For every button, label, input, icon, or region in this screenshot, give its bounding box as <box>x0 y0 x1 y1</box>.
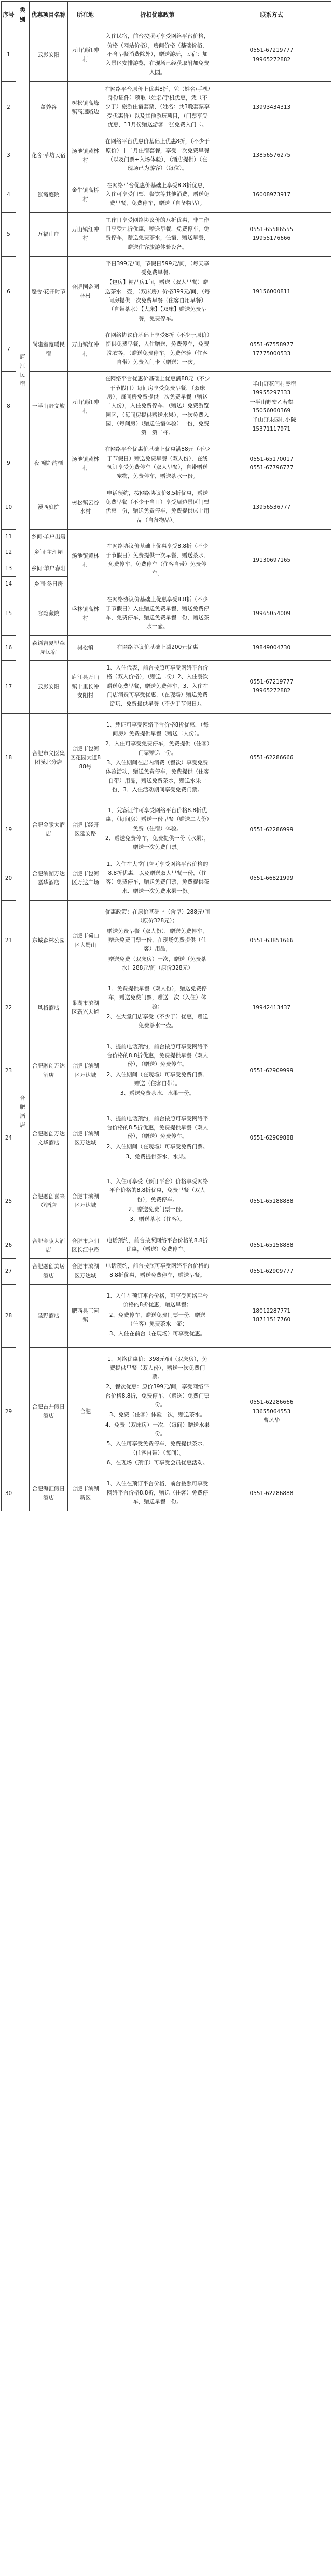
policy-line: 在网络协议价基础上优惠享受8.8折（不少于节假日）入住赠送免费早餐，赠送免费停车，免费停车，赠送免费早餐一份，赠送茶水一壶。 <box>105 596 210 630</box>
policy-line: 3、入住在前台（在现场）可享受优惠。 <box>109 1331 206 1337</box>
policy-line: 电话预约，前台按照网络平台价格的8.8折优惠，（赠送）免费停车。 <box>106 1237 209 1253</box>
phone-line: 0551-62286888 <box>250 1490 294 1497</box>
table-row <box>2 636 331 661</box>
item-location: 合肥市蜀山区大蜀山 <box>68 900 103 981</box>
item-location: 万山镇红冲村 <box>68 372 103 442</box>
item-location: 合肥市滨湖区万达城 <box>68 1170 103 1233</box>
item-policy <box>103 29 212 82</box>
item-location: 肥西县三河镇 <box>68 1284 103 1347</box>
item-phone <box>212 857 331 900</box>
item-location: 树松镇 <box>68 636 103 661</box>
item-policy <box>103 442 212 486</box>
item-location: 合肥 <box>68 1347 103 1476</box>
row-number: 5 <box>2 212 16 256</box>
phone-line: 13993434313 <box>252 104 291 111</box>
item-phone <box>212 1107 331 1170</box>
phone-line: 13655064553 <box>252 1408 291 1415</box>
policy-line: 2、入住可享受免费停车，免费提供（住客）门票赠送一份。 <box>105 741 210 756</box>
item-policy <box>103 1107 212 1170</box>
policy-line: 6、在现场（预订）可享受会员优惠活动。 <box>106 1459 209 1466</box>
phone-line: 19942413437 <box>252 1004 291 1011</box>
policy-line: 1、入住在大堂门店可享受网络平台价格的8.8折优惠，以及赠送双人早餐一份，（住客）免费停车，赠送免费门票，免费提供茶水、赠送一次免费水果一份。 <box>105 861 210 894</box>
table-row <box>2 803 331 857</box>
item-name: 合肥融创美居酒店 <box>30 1259 68 1285</box>
item-policy <box>103 981 212 1035</box>
item-location: 合肥市滨湖区万达城 <box>68 1259 103 1285</box>
phone-line: 0551-67219777 <box>250 47 294 54</box>
row-number: 4 <box>2 178 16 212</box>
item-policy <box>103 1170 212 1233</box>
phone-line: 13956536777 <box>252 504 291 510</box>
policy-line: 3、赠送茶水（住客）。 <box>130 1216 185 1223</box>
item-location: 合肥市包河区万达广场 <box>68 857 103 900</box>
item-phone <box>212 713 331 803</box>
table-row <box>2 256 331 328</box>
item-name: 夜画院·韵栖 <box>30 442 68 486</box>
item-phone <box>212 372 331 442</box>
item-name: 合肥滨湖万达嘉华酒店 <box>30 857 68 900</box>
item-location: 庐江县万山镇十里长冲安阳村 <box>68 661 103 714</box>
item-name: 森语吉夏里森屋民宿 <box>30 636 68 661</box>
item-name: 董养谷 <box>30 81 68 134</box>
phone-line: 0551-63851666 <box>250 937 294 944</box>
policy-line: 3、赠送免费茶水、水果一份。 <box>120 1090 195 1097</box>
table-row <box>2 1233 331 1259</box>
table-row <box>2 372 331 442</box>
item-policy <box>103 636 212 661</box>
item-name: 合肥金陵大酒店 <box>30 803 68 857</box>
item-policy <box>103 328 212 372</box>
item-location: 万山镇红冲村 <box>68 328 103 372</box>
phone-line: 16008973917 <box>252 191 291 198</box>
phone-line: 15056060369 <box>252 407 291 414</box>
phone-line: 0551-67558977 <box>250 341 294 348</box>
policy-line: 在网络平台优惠价基础上优惠8折，（不少于原价）十二月住宿套餐，享受一次免费早餐（以及门票+入场体验），（酒店提供）（在现场已为游客）（每位）。 <box>105 138 210 172</box>
item-phone <box>212 486 331 529</box>
policy-line: 在网络协议价基础上优惠享受8.8折（不少于节假日）免费提供一次早餐，赠送茶水、免费停车，免费停车（住客自带）免费停车。 <box>105 543 210 577</box>
row-number: 9 <box>2 442 16 486</box>
policy-line: 3、入住期间在店内消费（餐饮）享受免费体验活动，赠送免费停车，免费提供（住客自带）用品，赠送免费茶水，赠送水果一份，3、入住活动期间享受免费门票。 <box>105 759 210 793</box>
item-phone <box>212 1259 331 1285</box>
item-phone <box>212 1347 331 1476</box>
phone-line: 一半山野花间村民宿 <box>247 380 296 387</box>
policy-line: 赠送免费（双床房）一次，赠送（免费茶水）288元/间（原价328元） <box>108 956 206 971</box>
policy-line: 2、在大堂门店享受（不少于）优惠，赠送免费茶水一壶。 <box>106 1014 209 1029</box>
table-row <box>2 1347 331 1476</box>
phone-line: 13856576275 <box>252 152 291 159</box>
item-name: 容隐藏院 <box>30 592 68 636</box>
header-policy: 折扣优惠政策 <box>103 2 212 29</box>
item-name: 风格酒店 <box>30 981 68 1035</box>
policy-line: 在网络协议价基础上减200元优惠 <box>117 644 198 651</box>
item-location: 合肥市滨湖区万达城 <box>68 1035 103 1107</box>
policy-line: 在网络协议价基础上享受8折（不少于原价）提供免费早餐，入住赠送，免费停车，免费洗衣等，（赠送免费停车，免费体验（住客自带）免费入门卡（赠送）一次。 <box>105 332 210 365</box>
item-phone <box>212 803 331 857</box>
table-row <box>2 486 331 529</box>
discount-table <box>1 1 331 1511</box>
policy-line: 在网络平台优惠价基础上优惠满88元（不少于节假日）赠送免费早餐（双人份），在线预订享受免费停车（双人早餐），自带赠送宠物，免费停车，赠送茶水一份。 <box>105 446 210 480</box>
item-phone <box>212 81 331 134</box>
phone-line: 19965272882 <box>252 688 291 694</box>
phone-line: 17775000533 <box>252 350 291 357</box>
item-name: 尚建室宽暖民宿 <box>30 328 68 372</box>
item-phone <box>212 442 331 486</box>
header-location: 所在地 <box>68 2 103 29</box>
table-row <box>2 857 331 900</box>
row-number: 29 <box>2 1347 16 1476</box>
item-name: 乡间·羊户出碧 <box>30 529 68 545</box>
policy-line: 2、赠送免费停车，免费提供一份（水果），赠送一次免费门票。 <box>105 835 210 851</box>
policy-line: 2、入住期间（在现场）可享受免费门票。 <box>106 1143 209 1150</box>
item-policy <box>103 1259 212 1285</box>
phone-line: 19156000811 <box>252 288 291 295</box>
item-phone <box>212 900 331 981</box>
row-number: 20 <box>2 857 16 900</box>
table-row <box>2 1170 331 1233</box>
item-name: 云影安阳 <box>30 29 68 82</box>
phone-line: 曹风华 <box>263 1417 280 1424</box>
phone-line: 19849004730 <box>252 645 291 651</box>
item-location: 合肥市庐阳区长江中路 <box>68 1233 103 1259</box>
phone-line: 0551-65586555 <box>250 226 294 233</box>
row-number: 25 <box>2 1170 16 1233</box>
policy-line: 3、免费（住客）体验一次，赠送茶水。 <box>109 1412 206 1418</box>
table-row <box>2 1476 331 1511</box>
item-policy <box>103 1035 212 1107</box>
table-row <box>2 661 331 714</box>
header-category: 类别 <box>16 2 30 29</box>
row-number: 16 <box>2 636 16 661</box>
policy-line: 2、入住期间（在现场）可享受免费门票、赠送（住客自带）。 <box>106 1071 209 1087</box>
item-phone <box>212 529 331 592</box>
item-policy <box>103 1347 212 1476</box>
item-policy <box>103 857 212 900</box>
category-char: 肥 <box>20 1104 25 1111</box>
row-number: 11 <box>2 529 16 545</box>
item-name: 怒舍·花开时节 <box>30 256 68 328</box>
category-char: 酒 <box>20 1113 25 1119</box>
item-phone <box>212 592 331 636</box>
item-location: 盛林镇高林村 <box>68 592 103 636</box>
item-name: 合肥市义医集团溪北分店 <box>30 713 68 803</box>
item-location: 合肥市包河区花园大道888号 <box>68 713 103 803</box>
item-location: 合肥市滨湖新区 <box>68 1476 103 1511</box>
policy-line: 1、免费提供早餐（双人份），赠送免费停车，赠送免费门票，赠送一次（入住）体验； <box>108 986 207 1010</box>
table-row <box>2 1035 331 1107</box>
row-number: 15 <box>2 592 16 636</box>
phone-line: 一半山野安乙若壑 <box>250 399 294 405</box>
item-name: 乡间·主理屋 <box>30 545 68 561</box>
phone-line: 0551-62909999 <box>250 1068 294 1074</box>
row-number: 8 <box>2 372 16 442</box>
header-phone: 联系方式 <box>212 2 331 29</box>
phone-line: 0551-62909888 <box>250 1135 294 1142</box>
item-location: 万山镇红冲村 <box>68 212 103 256</box>
policy-line: 1、入住可享受（预订平台）价格享受网络平台价格的8.8折优惠，免费早餐（双人份），免费停车。 <box>106 1178 209 1203</box>
policy-line: 入住民宿，前台按照可享受网络平台价格，价格（网站价格），房间价格（基础价格，不含早餐消费除外），赠送游玩，民宿：加入景区安排游览，在现场已经获取附加免费入园。 <box>105 33 210 76</box>
item-name: 一半山野文旅 <box>30 372 68 442</box>
phone-line: 19130697165 <box>252 557 291 564</box>
table-row <box>2 29 331 82</box>
item-location: 汤池镇黄林村 <box>68 529 103 592</box>
item-location: 合肥市滨湖区万达城 <box>68 1107 103 1170</box>
row-number: 3 <box>2 134 16 178</box>
phone-line: 19965272882 <box>252 56 291 63</box>
item-policy <box>103 134 212 178</box>
item-phone <box>212 256 331 328</box>
row-number: 24 <box>2 1107 16 1170</box>
item-phone <box>212 981 331 1035</box>
item-phone <box>212 29 331 82</box>
item-location: 金牛镇高桥村 <box>68 178 103 212</box>
category-cell <box>16 713 30 1511</box>
table-row <box>2 1107 331 1170</box>
item-name: 星野酒店 <box>30 1284 68 1347</box>
item-location: 汤池镇黄林村 <box>68 442 103 486</box>
item-policy <box>103 713 212 803</box>
policy-line: 2、赠送免费门票一份。 <box>128 1206 187 1213</box>
row-number: 27 <box>2 1259 16 1285</box>
item-phone <box>212 212 331 256</box>
table-row <box>2 1284 331 1347</box>
policy-line: 电话预约，前台按照可享受网络平台价格的8.8折优惠，赠送免费停车，赠送早餐。 <box>105 1263 210 1278</box>
item-name: 合肥融创万达酒店 <box>30 1035 68 1107</box>
policy-line: 在网络平台优惠价基础上优惠满88元（不少于节假日）每间房享受免费早餐，（双床房），每间房免费提供一次免费早餐（赠送二人份），入住免费停车、（赠送）免费游览园区，（每间房提供赠送水果），一次免费入园，（每间房）（赠送住宿体验）一份，免费第一第二杯。 <box>105 376 210 436</box>
row-number: 21 <box>2 900 16 981</box>
policy-line: 4、免费（双床房）一次，（每间）赠送水果一份。 <box>105 1421 210 1438</box>
table-row <box>2 529 331 545</box>
policy-line: 【包房】精品房1间，赠送（双人早餐）赠送茶水一壶，（双床房）价格399元/间，（每间房提供一次免费早餐（住客自用早餐）（自带茶水）【大床】【双床】赠送免费早餐，免费停车。 <box>105 279 210 322</box>
item-location: 树松镇高峰镇高速路边 <box>68 81 103 134</box>
table-row <box>2 1259 331 1285</box>
header-no: 序号 <box>2 2 16 29</box>
category-char: 店 <box>20 1122 25 1129</box>
table-row <box>2 900 331 981</box>
policy-line: 1、入住在预订平台价格，可享受网络平台价格的8折优惠，赠送早餐； <box>106 1292 209 1308</box>
phone-line: 0551-62286666 <box>250 755 294 761</box>
header-name: 优惠项目名称 <box>30 2 68 29</box>
item-policy <box>103 803 212 857</box>
table-row <box>2 134 331 178</box>
row-number: 17 <box>2 661 16 714</box>
item-location: 万山镇红冲村 <box>68 29 103 82</box>
row-number: 14 <box>2 576 16 592</box>
policy-line: 赠送免费早餐（双人份），赠送免费停车，赠送免费门票一份，在现场免费提供（住客）用品， <box>107 928 208 952</box>
phone-line: 一半山野果园村小院 <box>247 417 296 423</box>
phone-line: 0551-65170017 <box>250 456 294 462</box>
table-row <box>2 981 331 1035</box>
item-phone <box>212 134 331 178</box>
row-number: 23 <box>2 1035 16 1107</box>
item-name: 万福山庄 <box>30 212 68 256</box>
item-phone <box>212 1170 331 1233</box>
policy-line: 平日399元/间，节假日599元/间，（每天享受免费早餐。 <box>105 260 210 276</box>
policy-line: 1、网络优惠价：398元/间（双床房），免费提供早餐（双人份），赠送一次免费门票。 <box>107 1356 208 1380</box>
item-location: 汤池镇黄林村 <box>68 134 103 178</box>
phone-line: 0551-62286999 <box>250 826 294 833</box>
row-number: 1 <box>2 29 16 82</box>
policy-line: 1、凭客证件可享受网络平台价格8.8折优惠，（每间房）赠送一份早餐（赠送二人份）免费（住宿）体验。 <box>105 807 210 832</box>
item-policy <box>103 1233 212 1259</box>
item-phone <box>212 328 331 372</box>
phone-line: 0551-62286666 <box>250 1399 294 1406</box>
item-phone <box>212 636 331 661</box>
phone-line: 19965054009 <box>252 610 291 617</box>
item-policy <box>103 256 212 328</box>
row-number: 30 <box>2 1476 16 1511</box>
row-number: 6 <box>2 256 16 328</box>
item-phone <box>212 1035 331 1107</box>
phone-line: 0551-62909777 <box>250 1268 294 1274</box>
table-row <box>2 328 331 372</box>
policy-line: 1、提前电话预约，前台按照可享受网络平台价格的8.5折优惠，免费提供早餐（双人份），（赠送）免费停车。 <box>106 1115 209 1140</box>
table-row <box>2 178 331 212</box>
category-char: 民 <box>20 372 25 378</box>
item-phone <box>212 661 331 714</box>
item-location: 合肥市经开区延安路 <box>68 803 103 857</box>
item-name: 云影安阳 <box>30 661 68 714</box>
phone-line: 19955297333 <box>252 390 291 396</box>
item-location: 树松镇云谷水村 <box>68 486 103 529</box>
phone-line: 0551-67796777 <box>250 465 294 472</box>
table-row <box>2 442 331 486</box>
policy-line: 工作日享受网络协议价的八折优惠，非工作日享受九折优惠，赠送早餐，免费停车，免费停车，赠送免费茶水，住宿，赠送早餐，赠送住客旅游体验设备。 <box>105 217 210 250</box>
item-policy <box>103 661 212 714</box>
row-number: 22 <box>2 981 16 1035</box>
policy-line: 5、入住可享受免费停车，免费提供茶水、（住客自带）（每间）。 <box>106 1441 209 1456</box>
table-row <box>2 592 331 636</box>
phone-line: 0551-66821999 <box>250 875 294 881</box>
policy-line: 1、入住在预订平台价格，前台按照可享受网络平台价格8.8折，赠送（住客）免费停车，赠送早餐一份。 <box>106 1481 209 1505</box>
category-cell <box>16 29 30 713</box>
item-policy <box>103 592 212 636</box>
item-policy <box>103 486 212 529</box>
table-header-row <box>2 2 331 29</box>
item-name: 东城森林公园 <box>30 900 68 981</box>
policy-line: 在网络平台优惠价基础上享受8.8折优惠，入住可享受门票、餐饮等其他消费，赠送免费早餐，免费停车，赠送（自备物品）。 <box>105 182 210 207</box>
table-row <box>2 81 331 134</box>
row-number: 26 <box>2 1233 16 1259</box>
phone-line: 0551-65188888 <box>250 1198 294 1204</box>
table-body <box>2 29 331 1511</box>
row-number: 10 <box>2 486 16 529</box>
phone-line: 18711517760 <box>252 1317 291 1323</box>
item-policy <box>103 212 212 256</box>
table-row <box>2 713 331 803</box>
item-phone <box>212 1233 331 1259</box>
row-number: 2 <box>2 81 16 134</box>
category-char: 庐 <box>20 354 25 361</box>
policy-line: 优惠政策：在原价基础上（含早）288元/间（原价328元）； <box>105 908 210 924</box>
item-policy <box>103 178 212 212</box>
item-policy <box>103 900 212 981</box>
table-row <box>2 212 331 256</box>
item-name: 漫西庭院 <box>30 486 68 529</box>
policy-line: 电话预约，按网络协议价8.5折优惠，赠送免费早餐（不少于当日）享受周边景区门票优惠一份，赠送免费停车，免费提供床上用品（自备物品）。 <box>105 490 210 523</box>
row-number: 12 <box>2 545 16 561</box>
item-name: 合肥海汇假日酒店 <box>30 1476 68 1511</box>
item-name: 乡间·冬日房 <box>30 576 68 592</box>
row-number: 28 <box>2 1284 16 1347</box>
phone-line: 0551-65158888 <box>250 1242 294 1249</box>
row-number: 7 <box>2 328 16 372</box>
policy-line: 1、凭证可享受网络平台价格8折优惠，（每间房）免费提供早餐（赠送二人份）。 <box>106 721 209 737</box>
phone-line: 15371117971 <box>252 425 291 432</box>
item-name: 合肥古井假日酒店 <box>30 1347 68 1476</box>
row-number: 19 <box>2 803 16 857</box>
item-phone <box>212 178 331 212</box>
category-char: 合 <box>20 1095 25 1102</box>
item-location: 合肥国企园林村 <box>68 256 103 328</box>
policy-line: 1、提前电话预约，前台按照可享受网络平台价格的8.8折优惠，免费提供早餐（双人份），（赠送）免费停车。 <box>106 1043 209 1068</box>
item-name: 涨霞庭院 <box>30 178 68 212</box>
item-policy <box>103 1284 212 1347</box>
item-name: 乡间·羊户春阳 <box>30 561 68 576</box>
policy-line: 3、免费提供茶水、水果。 <box>126 1153 189 1160</box>
item-policy <box>103 529 212 592</box>
item-phone <box>212 1284 331 1347</box>
item-policy <box>103 372 212 442</box>
phone-line: 18012287771 <box>252 1307 291 1314</box>
item-name: 合肥融创喜来登酒店 <box>30 1170 68 1233</box>
item-phone <box>212 1476 331 1511</box>
category-char: 江 <box>20 363 25 369</box>
category-char: 宿 <box>20 381 25 388</box>
item-name: 花舍·草坊民宿 <box>30 134 68 178</box>
row-number: 18 <box>2 713 16 803</box>
policy-line: 在网络平台原价上优惠8折，凭（姓名/手机/身份证件）领取（姓名/手机优惠，凭（不少于）旅游住宿套票，（姓名：共3晚套票享受优惠价）以及其他游玩项目，（门票享受优惠，11月份赠送游客一张免费入门卡。 <box>105 86 210 129</box>
item-policy <box>103 81 212 134</box>
policy-line: 2、餐饮优惠：原价399元/间，享受网络平台价格8.8折，免费停车，（赠送）免费门票一份。 <box>105 1384 210 1408</box>
row-number: 13 <box>2 561 16 576</box>
policy-line: 2、免费停车，赠送免费门票一份，赠送（住客）免费茶水一壶； <box>109 1312 206 1327</box>
phone-line: 0551-67219777 <box>250 679 294 686</box>
policy-line: 1、入住代表，前台按照可享受网络平台价格（双人价格），（赠送二份）2、入住餐饮赠送免费早餐，赠送免费停车，3、入住在门店消费可享受优惠，（在现场）赠送免费游玩，免费提供早餐（不少于节假日）。 <box>106 665 209 707</box>
item-location: 巢湖市滨湖区新兴大道 <box>68 981 103 1035</box>
item-policy <box>103 1476 212 1511</box>
item-name: 合肥金陵大酒店 <box>30 1233 68 1259</box>
item-name: 合肥融创万达文华酒店 <box>30 1107 68 1170</box>
phone-line: 19955176666 <box>252 235 291 242</box>
